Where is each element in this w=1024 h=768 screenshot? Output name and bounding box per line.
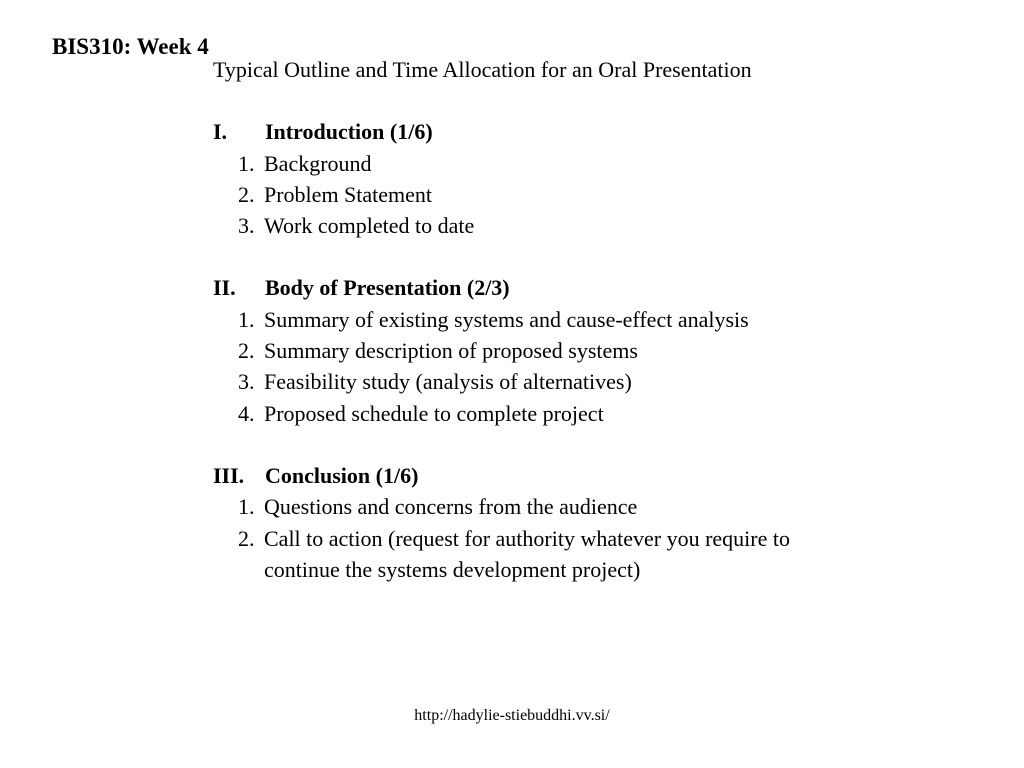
section-heading [213, 272, 853, 303]
list-item [213, 366, 853, 397]
list-item [213, 210, 853, 241]
list-item [213, 335, 853, 366]
section-heading [213, 116, 853, 147]
list-item [213, 148, 853, 179]
list-item [213, 304, 853, 335]
section-heading [213, 460, 853, 491]
section-title: Conclusion (1/6) [265, 462, 419, 488]
slide-content [213, 54, 853, 585]
section-introduction [213, 116, 853, 241]
item-text: Work completed to date [264, 213, 475, 239]
item-text: Feasibility study (analysis of alternatives) [264, 369, 632, 395]
item-number: 1. [238, 494, 255, 520]
section-conclusion [213, 460, 853, 585]
list-item [213, 523, 853, 586]
section-body [213, 272, 853, 428]
item-number: 3. [238, 369, 255, 395]
item-text: Summary description of proposed systems [264, 338, 638, 364]
item-text: Problem Statement [264, 181, 433, 207]
item-number: 2. [238, 525, 255, 551]
item-text: Background [264, 150, 372, 176]
list-item [213, 179, 853, 210]
item-number: 2. [238, 181, 255, 207]
slide-header-title: BIS310: Week 4 [52, 34, 209, 59]
item-number: 3. [238, 213, 255, 239]
section-title: Body of Presentation (2/3) [265, 275, 510, 301]
section-numeral: I. [213, 119, 228, 145]
item-text: Summary of existing systems and cause-effect analysis [264, 306, 749, 332]
item-number: 1. [238, 306, 255, 332]
document-title: Typical Outline and Time Allocation for an Oral Presentation [213, 57, 752, 82]
list-item [213, 398, 853, 429]
item-text: Questions and concerns from the audience [264, 494, 638, 520]
item-number: 4. [238, 400, 255, 426]
section-numeral: III. [213, 462, 245, 488]
section-numeral: II. [213, 275, 236, 301]
list-item [213, 491, 853, 522]
footer-url: http://hadylie-stiebuddhi.vv.si/ [414, 707, 610, 724]
item-number: 2. [238, 338, 255, 364]
section-title: Introduction (1/6) [265, 119, 433, 145]
item-number: 1. [238, 150, 255, 176]
item-text: Call to action (request for authority whatever you require to continue the systems development project) [264, 525, 790, 582]
item-text: Proposed schedule to complete project [264, 400, 604, 426]
